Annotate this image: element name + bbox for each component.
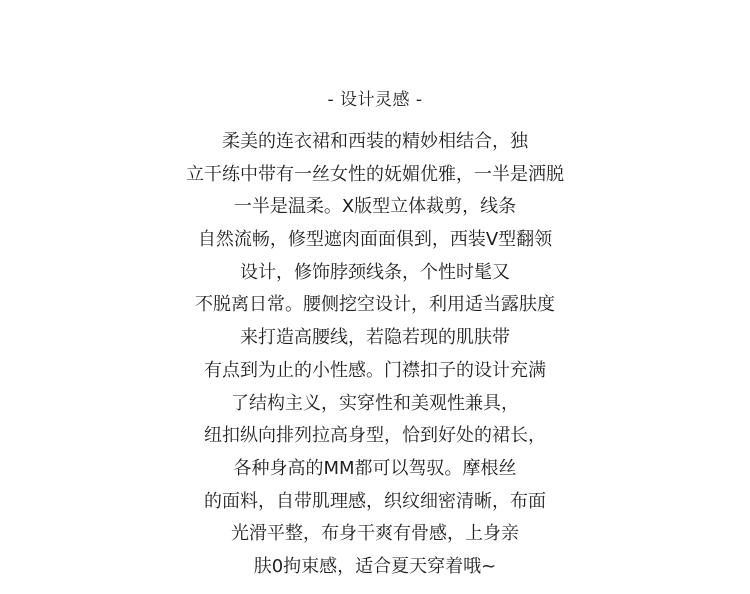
description-line: 光滑平整，布身干爽有骨感，上身亲 bbox=[231, 523, 519, 545]
description-line: 了结构主义，实穿性和美观性兼具， bbox=[231, 392, 519, 414]
description-line: 的面料，自带肌理感，织纹细密清晰，布面 bbox=[204, 490, 546, 512]
description-line: 有点到为止的小性感。门襟扣子的设计充满 bbox=[204, 359, 546, 381]
description-line: 来打造高腰线，若隐若现的肌肤带 bbox=[240, 327, 510, 349]
description-line: 柔美的连衣裙和西装的精妙相结合，独 bbox=[222, 131, 528, 152]
description-line: 自然流畅，修型遮肉面面俱到，西装V型翻领 bbox=[197, 229, 553, 251]
section-title: - 设计灵感 - bbox=[327, 90, 423, 110]
description-line: 一半是温柔。X版型立体裁剪，线条 bbox=[233, 196, 517, 218]
description-line: 设计，修饰脖颈线条，个性时髦又 bbox=[240, 261, 510, 283]
description-line: 各种身高的MM都可以驾驭。摩根丝 bbox=[233, 457, 517, 479]
description-paragraph bbox=[0, 126, 750, 584]
description-line: 不脱离日常。腰侧挖空设计，利用适当露肤度 bbox=[195, 294, 555, 316]
description-line: 肤0拘束感，适合夏天穿着哦~ bbox=[253, 555, 497, 577]
description-line: 立干练中带有一丝女性的妩媚优雅，一半是洒脱 bbox=[186, 163, 564, 185]
description-line: 纽扣纵向排列拉高身型，恰到好处的裙长， bbox=[204, 425, 546, 447]
